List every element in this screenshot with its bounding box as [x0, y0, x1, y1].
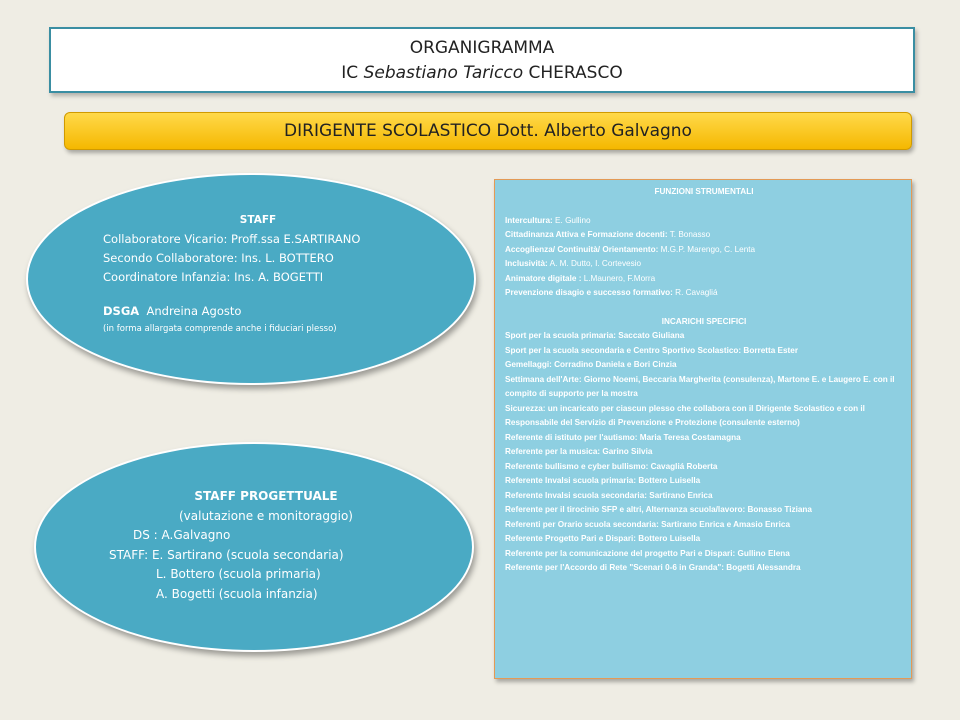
incarico-item: Settimana dell'Arte: Giorno Noemi, Beccaria Margherita (consulenza), Martone E. e Laugero E. con il compito di supporto per la mostra — [505, 374, 895, 398]
staff-progettuale-line: STAFF: E. Sartirano (scuola secondaria) — [109, 547, 344, 562]
dsga-label: DSGA — [103, 304, 140, 318]
incarico-item: Gemellaggi: Corradino Daniela e Bori Cinzia — [505, 360, 677, 369]
staff-line: Secondo Collaboratore: Ins. L. BOTTERO — [103, 251, 334, 265]
funzione-value: R. Cavagliá — [672, 288, 718, 297]
incarico-item: Sport per la scuola secondaria e Centro Sportivo Scolastico: Borretta Ester — [505, 345, 799, 355]
staff-progettuale-subtitle: (valutazione e monitoraggio) — [178, 508, 353, 523]
funzione-value: A. M. Dutto, I. Cortevesio — [547, 259, 642, 268]
staff-ellipse — [26, 173, 476, 385]
incarichi-heading: INCARICHI SPECIFICI — [661, 316, 747, 326]
incarico-item: Referente bullismo e cyber bullismo: Cavagliá Roberta — [505, 461, 718, 471]
staff-note: (in forma allargata comprende anche i fiduciari plesso) — [103, 324, 337, 334]
funzione-label: Inclusività: — [505, 259, 548, 268]
funzione-label: Accoglienza/ Continuità/ Orientamento: — [505, 244, 659, 254]
title-suffix: CHERASCO — [523, 63, 623, 83]
dsga-name: Andreina Agosto — [139, 304, 242, 318]
funzioni-list — [505, 214, 903, 301]
funzione-label: Cittadinanza Attiva e Formazione docenti: — [505, 230, 668, 239]
funzione-value: T. Bonasso — [667, 230, 711, 239]
title-school-name: Sebastiano Taricco — [363, 63, 524, 83]
funzione-item — [505, 228, 903, 243]
staff-progettuale-heading: STAFF PROGETTUALE — [194, 489, 338, 503]
staff-line: Collaboratore Vicario: Proff.ssa E.SARTIRANO — [103, 232, 361, 246]
funzione-value: E. Gullino — [552, 215, 591, 225]
staff-content — [103, 211, 413, 337]
incarico-item: Referente per il tirocinio SFP e altri, Alternanza scuola/lavoro: Bonasso Tiziana — [505, 505, 812, 514]
funzione-label: Animatore digitale : — [505, 273, 582, 283]
funzione-item — [505, 257, 903, 272]
funzioni-incarichi-panel — [494, 179, 912, 679]
title-box — [49, 27, 915, 93]
dsga-line — [103, 302, 413, 321]
incarico-item: Referente Progetto Pari e Dispari: Bottero Luisella — [505, 534, 701, 543]
incarico-item: Sport per la scuola primaria: Saccato Giuliana — [505, 331, 685, 340]
funzione-label: Intercultura: — [505, 215, 553, 225]
incarichi-list — [505, 329, 903, 576]
staff-line: Coordinatore Infanzia: Ins. A. BOGETTI — [103, 270, 324, 284]
funzione-label: Prevenzione disagio e successo formativo: — [505, 288, 673, 297]
staff-progettuale-ellipse — [34, 442, 474, 652]
funzione-item — [505, 243, 903, 258]
dirigente-bar: DIRIGENTE SCOLASTICO Dott. Alberto Galvagno — [64, 112, 912, 150]
staff-heading: STAFF — [239, 214, 277, 226]
incarico-item: Referente per la comunicazione del progetto Pari e Dispari: Gullino Elena — [505, 548, 790, 558]
incarico-item: Referente Invalsi scuola primaria: Bottero Luisella — [505, 476, 701, 485]
funzione-value: M.G.P. Marengo, C. Lenta — [658, 244, 756, 254]
title-line-2 — [51, 61, 913, 86]
incarico-item: Referenti per Orario scuola secondaria: Sartirano Enrica e Amasio Enrica — [505, 519, 790, 529]
incarico-item: Referente Invalsi scuola secondaria: Sartirano Enrica — [505, 490, 713, 500]
staff-progettuale-line: L. Bottero (scuola primaria) — [156, 567, 321, 581]
incarico-item: Referente di istituto per l'autismo: Maria Teresa Costamagna — [505, 432, 741, 442]
incarico-item: Referente per l'Accordo di Rete "Scenari 0-6 in Granda": Bogetti Alessandra — [505, 563, 801, 572]
funzione-value: L.Maunero, F.Morra — [581, 273, 656, 283]
staff-progettuale-line: A. Bogetti (scuola infanzia) — [156, 586, 318, 601]
incarico-item: Referente per la musica: Garino Silvia — [505, 447, 653, 456]
incarico-item: Sicurezza: un incaricato per ciascun plesso che collabora con il Dirigente Scolastico e con il Responsabile del Servizio di Prevenzione e Protezione (consulente esterno) — [505, 403, 865, 427]
staff-progettuale-line: DS : A.Galvagno — [133, 528, 231, 542]
funzione-item — [505, 214, 903, 229]
title-line-1: ORGANIGRAMMA — [409, 38, 555, 58]
funzione-item — [505, 286, 903, 301]
funzione-item — [505, 272, 903, 287]
funzioni-heading: FUNZIONI STRUMENTALI — [654, 187, 754, 196]
title-prefix: IC — [341, 63, 364, 83]
staff-progettuale-content — [106, 487, 426, 604]
